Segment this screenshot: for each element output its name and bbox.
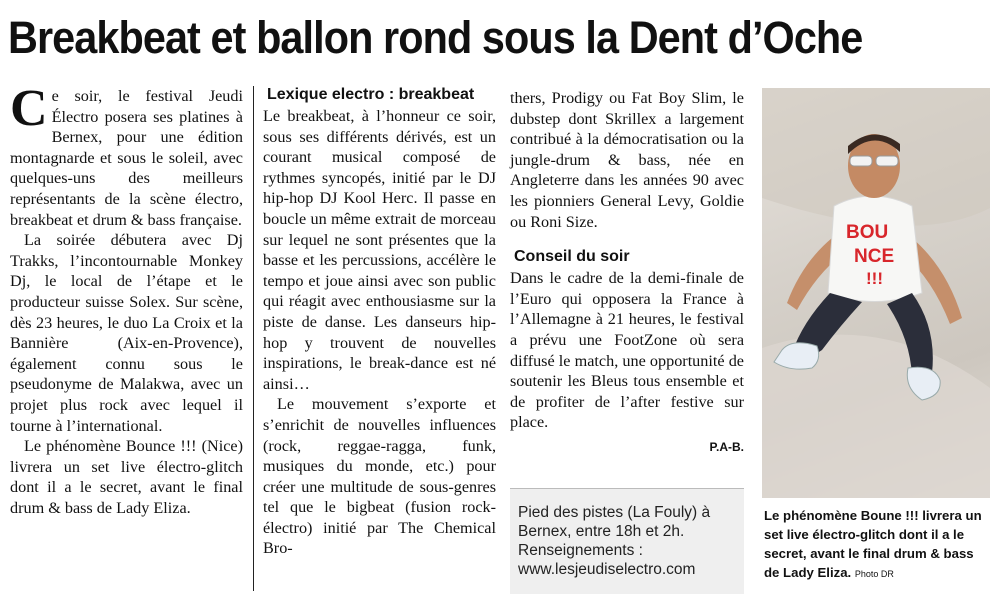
drop-cap: C <box>10 80 48 137</box>
photo-illustration <box>762 88 990 498</box>
info-location: Pied des pistes (La Fouly) à <box>518 504 711 521</box>
article-column-1 <box>10 80 243 518</box>
info-label: Renseignements : <box>518 542 643 559</box>
info-website: www.lesjeudiselectro.com <box>518 561 696 578</box>
paragraph-mouvement: Le mouvement s’exporte et s’enrichit de nouvelles influences (rock, reggae-ragga, funk, musiques du monde, etc.) pour créer une multitude de sous-genres tel que le bigbeat (fusion rock-électro) initié par The Chemical Bro- <box>263 395 496 558</box>
photo-caption <box>764 506 990 584</box>
subhead-lexique: Lexique electro : breakbeat <box>267 86 475 103</box>
info-time: Bernex, entre 18h et 2h. <box>518 523 685 540</box>
caption-text: Le phénomène Boune !!! livrera un set live électro-glitch dont il a le secret, avant le final drum & bass de Lady Eliza. <box>764 508 982 580</box>
shirt-text-2: NCE <box>854 246 895 267</box>
paragraph-intro <box>10 80 243 230</box>
headline: Breakbeat et ballon rond sous la Dent d’Oche <box>8 12 863 63</box>
paragraph-bounce: Le phénomène Bounce !!! (Nice) livrera un set live électro-glitch dont il a le secret, avant le final drum & bass de Lady Eliza. <box>10 437 243 517</box>
article-column-2 <box>263 84 496 559</box>
author-signature: P.A-B. <box>709 439 744 454</box>
paragraph-breakbeat: Le breakbeat, à l’honneur ce soir, sous ses différents dérivés, est un courant musical composé de rythmes syncopés, initié par le DJ hip-hop DJ Kool Herc. Il passe en boucle un même extrait de morceau sur lequel ne sont présentes que la basse et les percussions, accélère le tempo et joue ainsi avec son public qui réagit avec enthousiasme sur la piste de danse. Les danseurs hip-hop y trouvent de nouvelles inspirations, le break-dance est né ainsi… <box>263 107 496 393</box>
shirt-text-3: !!! <box>866 269 883 288</box>
practical-info-box <box>510 488 744 594</box>
paragraph-lineup: La soirée débutera avec Dj Trakks, l’incontournable Monkey Dj, le local de l’étape et le producteur suisse Solex. Sur scène, dès 23 heures, le duo La Croix et la Bannière (Aix-en-Provence), également connu sous le pseudonyme de Malakwa, avec un projet plus rock avec lequel il tourne à l’international. <box>10 231 243 435</box>
article-photo <box>762 88 990 498</box>
photo-credit: Photo DR <box>854 569 894 579</box>
article-column-3 <box>510 88 744 458</box>
subhead-conseil: Conseil du soir <box>514 248 630 266</box>
shirt-text-1: BOU <box>846 222 889 243</box>
column-divider <box>253 86 254 591</box>
paragraph-intro-text: e soir, le festival Jeudi Électro posera ses platines à Bernex, pour une édition montagnarde et sous le soleil, avec quelques-uns des meilleurs représentants de la scène électro, breakbeat et drum & bass française. <box>10 87 243 229</box>
paragraph-continuation: thers, Prodigy ou Fat Boy Slim, le dubstep dont Skrillex a largement contribué à la démocratisation ou la jungle-drum & bass, née en Angleterre dans les années 90 avec les pionniers General Levy, Goldie ou Roni Size. <box>510 89 744 231</box>
paragraph-conseil: Dans le cadre de la demi-finale de l’Euro qui opposera la France à l’Allemagne à 21 heures, le festival a prévu une FootZone où sera diffusé le match, une opportunité de soutenir les Bleus tous ensemble et de profiter de l’after festive sur place. <box>510 269 744 432</box>
